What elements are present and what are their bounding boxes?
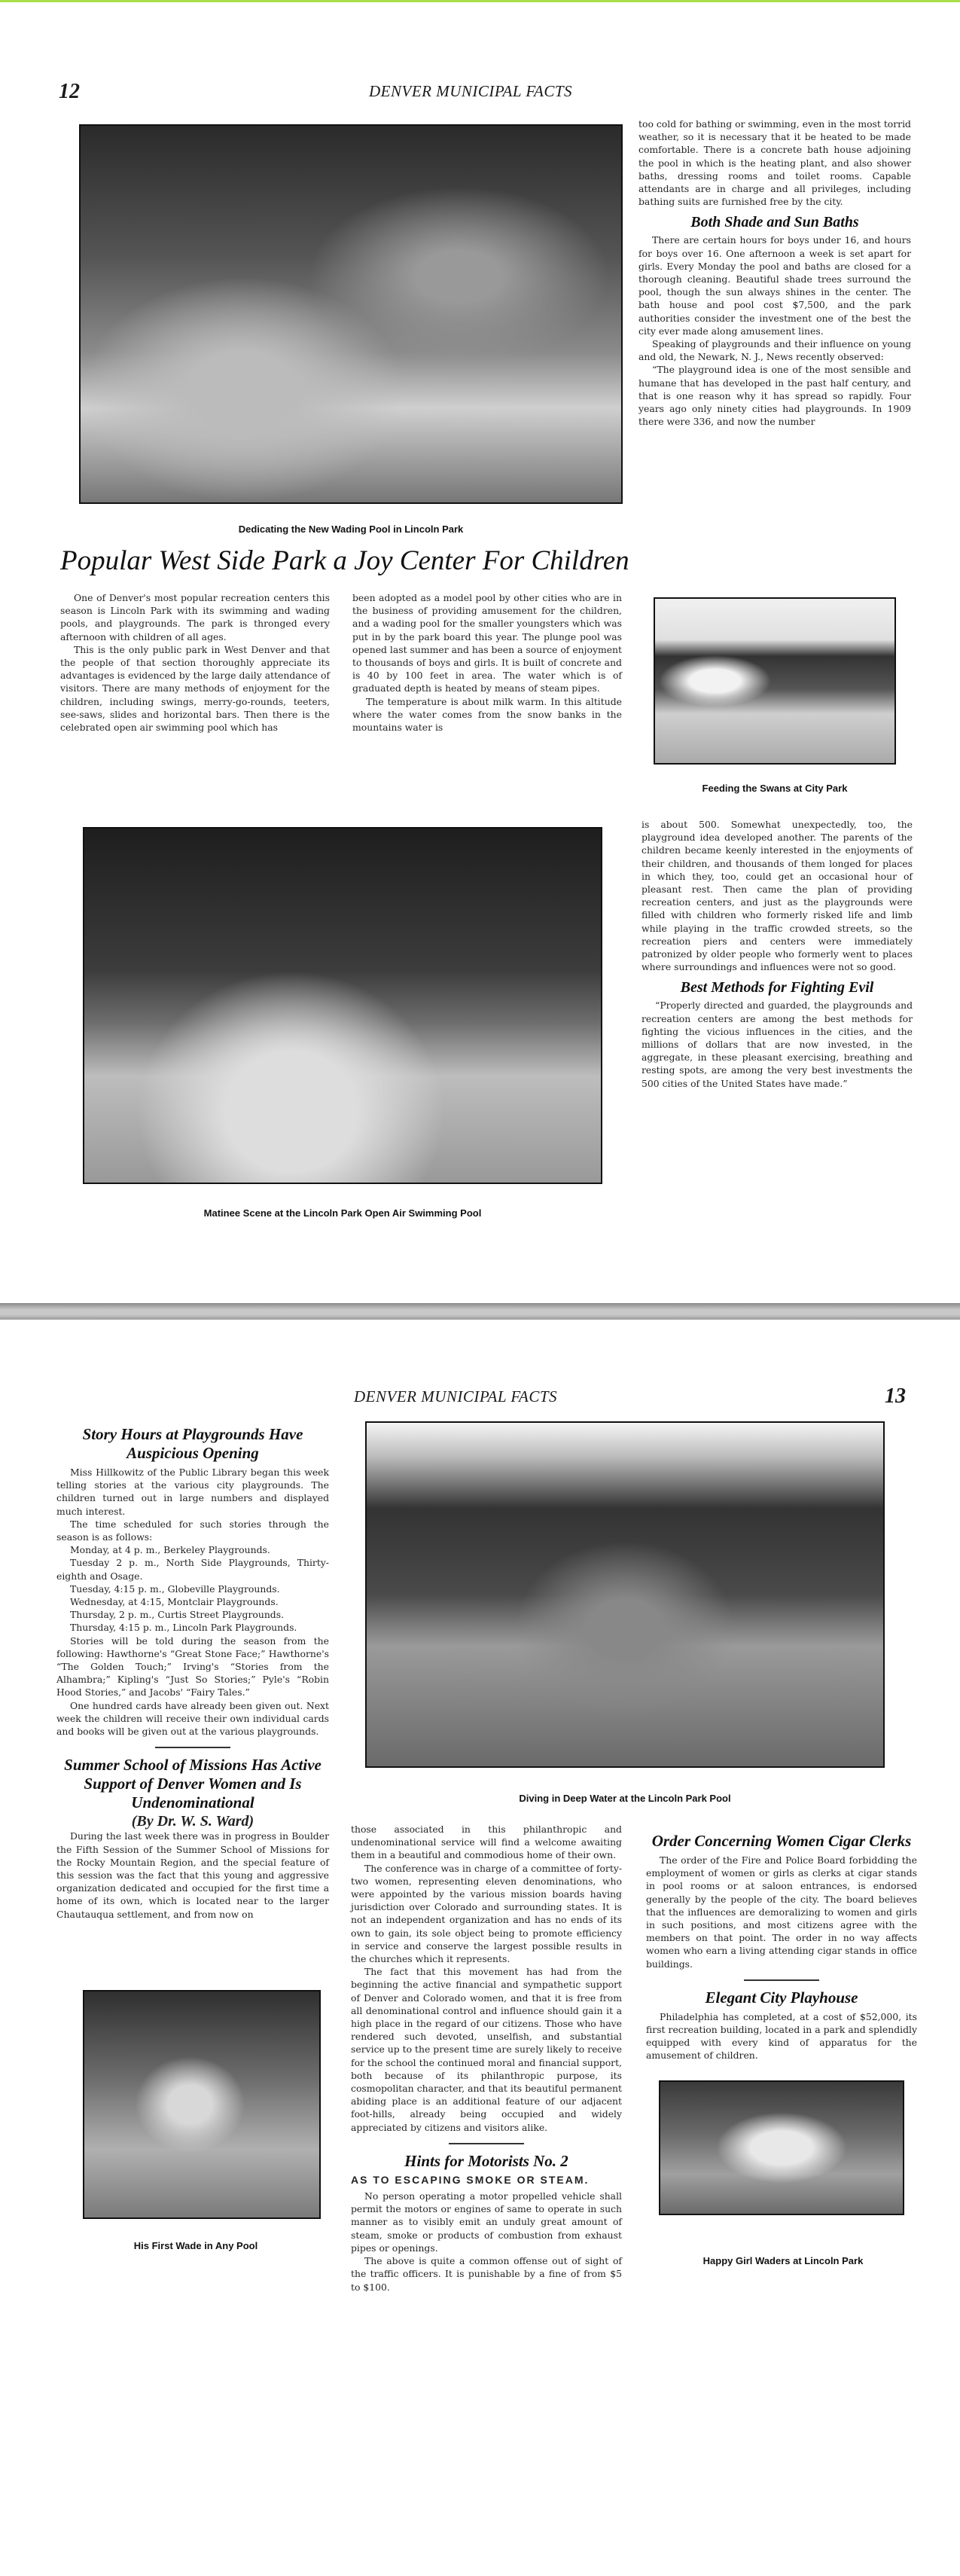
photo-feeding-swans: [654, 597, 896, 765]
photo-first-wade: [83, 1990, 321, 2219]
paragraph: There are certain hours for boys under 16, and hours for boys over 16. One afternoon a week is set apart for girls. Every Monday the pool and baths are closed for a thorough cleaning. Beautiful shade trees surround the pool, though the sun always shines in the center. The bath house and pool cost $7,500, and the park authorities consider the investment one of the best the city ever made along amusement lines.: [638, 234, 911, 337]
paragraph: The above is quite a common offense out of sight of the traffic officers. It is punishable by a fine of from $5 to $100.: [351, 2255, 622, 2293]
schedule-item: Thursday, 4:15 p. m., Lincoln Park Playgrounds.: [70, 1622, 297, 1634]
paragraph: One hundred cards have already been given out. Next week the children will receive their own individual cards and books will be given out at the various playgrounds.: [56, 1699, 329, 1738]
subheading: Best Methods for Fighting Evil: [680, 979, 874, 997]
schedule-item: Monday, at 4 p. m., Berkeley Playgrounds.: [70, 1544, 270, 1556]
photo-caption: His First Wade in Any Pool: [133, 2240, 258, 2251]
schedule-item: Tuesday, 4:15 p. m., Globeville Playgrounds.: [70, 1583, 280, 1595]
article-headline: Popular West Side Park a Joy Center For Children: [60, 545, 629, 576]
photo-caption: Happy Girl Waders at Lincoln Park: [702, 2255, 864, 2266]
article-column-3-continued: [642, 818, 913, 1090]
running-head: DENVER MUNICIPAL FACTS: [369, 82, 573, 100]
page-12: [0, 2, 960, 1298]
paragraph: been adopted as a model pool by other cities who are in the business of providing amusement for the children, and a wading pool for the smaller youngsters which was put in by the park board this year. The plunge pool was opened last summer and has been a source of enjoyment to thousands of boys and girls. It is built of concrete and is 40 by 100 feet in area. The water which is of graduated depth is heated by means of steam pipes.: [352, 592, 622, 694]
divider: [155, 1747, 230, 1748]
running-head: DENVER MUNICIPAL FACTS: [354, 1387, 558, 1406]
photo-image: [84, 1992, 319, 2217]
article-column-3: [638, 118, 911, 428]
paragraph: is about 500. Somewhat unexpectedly, too, the playground idea developed another. The parents of the children became keenly interested in the enjoyments of their children, and thousands of them longed for places in which they, too, could get an occasional hour of pleasant rest. Then came the plan of providing recreation centers, and just as the playgrounds were filled with children who formerly risked life and limb while playing in the traffic crowded streets, so the recreation piers and centers were immediately patronized by older people who formerly went to places where surroundings and influences were not so good.: [642, 819, 913, 973]
paragraph: “The playground idea is one of the most sensible and humane that has developed in the past half century, and that is one reason why it has spread so rapidly. Four years ago only ninety cities had playgrounds. In 1909 there were 336, and now the number: [638, 364, 911, 428]
photo-diving: [365, 1421, 885, 1768]
photo-image: [660, 2082, 903, 2214]
paragraph: The temperature is about milk warm. In this altitude where the water comes from the snow banks in the mountains water is: [352, 695, 622, 734]
paragraph: This is the only public park in West Denver and that the people of that section thoroughly appreciate its advantages is evidenced by the large daily attendance of visitors. There are many methods of enjoyment for the children, including swings, merry-go-rounds, teeters, see-saws, slides and horizontal bars. Then there is the celebrated open air swimming pool which has: [60, 643, 330, 734]
paragraph: too cold for bathing or swimming, even in the most torrid weather, so it is necessary that it be heated to be made comfortable. There is a concrete bath house adjoining the pool in which is the heating plant, and also shower baths, dressing rooms and toilet rooms. Capable attendants are in charge and all privileges, including bathing suits are furnished free by the city.: [638, 118, 911, 208]
schedule-item: Thursday, 2 p. m., Curtis Street Playgrounds.: [70, 1609, 285, 1621]
page-separator: [0, 1303, 960, 1320]
article-headline: Summer School of Missions Has Active Support of Denver Women and Is Undenominational: [64, 1756, 322, 1812]
paragraph: The time scheduled for such stories through the season is as follows:: [56, 1518, 329, 1543]
schedule-item: Wednesday, at 4:15, Montclair Playgrounds.: [70, 1596, 279, 1608]
missions-article-continued: [351, 1823, 622, 2294]
page-number: 13: [885, 1384, 906, 1408]
divider: [449, 2143, 524, 2144]
byline: (By Dr. W. S. Ward): [131, 1813, 254, 1830]
photo-matinee-scene: [83, 827, 602, 1184]
photo-image: [84, 829, 601, 1183]
photo-caption: Dedicating the New Wading Pool in Lincoln Park: [238, 523, 464, 535]
paragraph: “Properly directed and guarded, the playgrounds and recreation centers are among the best methods for fighting the vicious influences in the cities, and the millions of dollars that are now invested, in the aggregate, in these pleasant exercising, breathing and resting spots, are among the very best investments the 500 cities of the United States have made.”: [642, 1000, 913, 1089]
paragraph: The conference was in charge of a committee of forty-two women, representing eleven denominations, who were appointed by the various mission boards having jurisdiction over Colorado and surrounding states. It is not an independent organization and has no ends of its own to gain, its sole object being to promote efficiency in service and conserve the largest possible results in the churches which it represents.: [351, 1862, 622, 1965]
paragraph: No person operating a motor propelled vehicle shall permit the motors or engines of same to operate in such manner as to visibly emit an unduly great amount of steam, smoke or products of combustion from exhaust pipes or openings.: [351, 2190, 622, 2254]
article-headline: Order Concerning Women Cigar Clerks: [651, 1832, 912, 1850]
schedule-item: Tuesday 2 p. m., North Side Playgrounds, Thirty-eighth and Osage.: [56, 1557, 329, 1582]
photo-caption: Diving in Deep Water at the Lincoln Park Pool: [519, 1793, 731, 1804]
article-column-2: [352, 591, 622, 734]
paragraph: Speaking of playgrounds and their influence on young and old, the Newark, N. J., News recently observed:: [638, 338, 911, 363]
article-headline: Story Hours at Playgrounds Have Auspicious Opening: [82, 1425, 303, 1462]
article-column-1: [60, 591, 330, 734]
article-headline: Hints for Motorists No. 2: [404, 2151, 568, 2170]
photo-image: [367, 1423, 883, 1766]
divider: [744, 1979, 819, 1981]
paragraph: The fact that this movement has had from the beginning the active financial and sympathetic support of Denver and Colorado women, and that it is free from all denominational control and influence should gain it a high place in the regard of our citizens. Those who have rendered such devoted, unselfish, and substantial service up to the present time are surely likely to receive for the school the continued moral and financial support, both because of its philanthropic purpose, its cosmopolitan character, and that its beautiful permanent abiding place is an additional feature of our adjacent foot-hills, already being occupied and widely appreciated by citizens and visitors alike.: [351, 1966, 622, 2133]
article-subhead: AS TO ESCAPING SMOKE OR STEAM.: [351, 2173, 590, 2186]
paragraph: The order of the Fire and Police Board forbidding the employment of women or girls as clerks at cigar stands in pool rooms or at saloon entrances, is endorsed generally by the people of the city. The board believes that the influences are demoralizing to women and girls in such positions, and most citizens agree with the members on that point. The order in no way affects women who earn a living attending cigar stands in office buildings.: [646, 1854, 917, 1970]
photo-caption: Matinee Scene at the Lincoln Park Open Air Swimming Pool: [203, 1207, 482, 1219]
paragraph: Stories will be told during the season from the following: Hawthorne's “Great Stone Face;” Hawthorne's “The Golden Touch;” Irving's “Stories from the Alhambra;” Kipling's “Just So Stories;” Pyle's “Robin Hood Stories,” and Jacobs' “Fairy Tales.”: [56, 1634, 329, 1699]
subheading: Both Shade and Sun Baths: [690, 214, 859, 231]
photo-image: [655, 599, 894, 763]
paragraph: Miss Hillkowitz of the Public Library began this week telling stories at the various city playgrounds. The children turned out in large numbers and displayed much interest.: [56, 1467, 329, 1517]
article-headline: Elegant City Playhouse: [705, 1988, 858, 2007]
photo-girl-waders: [659, 2080, 904, 2215]
paragraph: those associated in this philanthropic and undenominational service will find a welcome awaiting them in a beautiful and commodious home of their own.: [351, 1824, 622, 1861]
paragraph: One of Denver's most popular recreation centers this season is Lincoln Park with its swimming and wading pools, and playgrounds. The park is thronged every afternoon with children of all ages.: [60, 592, 330, 642]
photo-image: [81, 126, 621, 502]
photo-wading-pool: [79, 124, 623, 504]
cigar-clerks-article: [646, 1832, 917, 2062]
paragraph: During the last week there was in progress in Boulder the Fifth Session of the Summer School of Missions for the Rocky Mountain Region, and the special feature of this session was the fact that this young and aggressive organization dedicated and occupied for the first time a home of its own, which is located near to the larger Chautauqua settlement, and from now on: [56, 1830, 329, 1920]
story-hours-article: [56, 1425, 329, 1921]
photo-caption: Feeding the Swans at City Park: [702, 783, 848, 794]
page-number: 12: [59, 80, 80, 103]
paragraph: Philadelphia has completed, at a cost of $52,000, its first recreation building, located in a park and splendidly equipped with every kind of apparatus for the amusement of children.: [646, 2010, 917, 2062]
page-13: [0, 1320, 960, 2576]
